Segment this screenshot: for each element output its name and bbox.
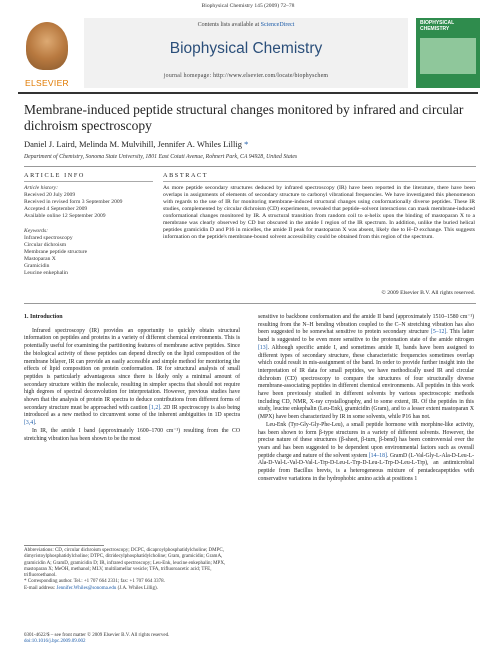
paragraph: sensitive to backbone conformation and the amide II band (approximately 1510–1580 cm⁻¹) resulting from the N–H bending vibration coupled to the C–N stretching vibration has also been suggested to be somewhat sensitive to protein secondary structure [5–12]. This latter band is suggested to be even more sensitive to the protonation state of the amide nitrogen [13]. Although specific amide I, and sometimes amide II, bands have been assigned to different types of secondary structure, these characteristic frequencies sometimes overlap which could result in mis-assignment of the band. In order to provide further insight into the interpretation of IR data for small peptides, we have methodically used IR and circular dichroism (CD) spectroscopy to compare the structures of four structurally diverse membrane-associating peptides in different chemical environments. All peptides in this work have been previously studied in different solvents by various spectroscopic methods including CD, NMR, X-ray crystallography, and to some extent, IR. Of the peptides in this study, leucine enkephalin (Leu-Enk), gramicidin (Gram), and to a lesser extent mastoparan X (MPX) have been characterized by IR in some solvents, while P16 has not. [258, 314, 474, 421]
divider [24, 181, 153, 182]
citation-link[interactable]: [13] [258, 344, 268, 351]
keyword-item: Mastoparan X [24, 256, 56, 262]
body-column-right [258, 314, 474, 483]
citation-link[interactable]: [5–12] [430, 329, 447, 336]
keywords-label: Keywords: [24, 228, 49, 234]
cover-image [420, 38, 476, 74]
citation-link[interactable]: [14–18] [368, 452, 387, 459]
elsevier-logo[interactable] [18, 18, 76, 88]
history-label: Article history: [24, 185, 59, 191]
contents-line [84, 22, 408, 28]
issn-line: 0301-4622/$ – see front matter © 2009 Elsevier B.V. All rights reserved. [24, 633, 170, 638]
email-footnote: E-mail address: Jennifer.Whiles@sonoma.edu (J.A. Whiles Lillig). [24, 585, 158, 591]
journal-title: Biophysical Chemistry [169, 40, 323, 57]
header-divider [18, 92, 478, 94]
history-item: Accepted 4 September 2009 [24, 206, 88, 212]
paragraph: Leu-Enk (Tyr-Gly-Gly-Phe-Leu), a small peptide hormone with morphine-like activity, has been shown to form β-type structures in a variety of different solvents. However, the precise nature of these structures (β-sheet, β-turn, β-bend) has been controversial over the years and has been suggested to be dependent upon environmental factors such as overall peptide charge and nature of the solvent system [14–18]. GramD (L-Val-Gly-L-Ala-D-Leu-L-Ala-D-Val-L-Val-D-Val-L-Trp-D-Leu-L-Trp-D-Leu-L-Trp-D-Leu-L-Trp), an antimicrobial peptide from Bacillus brevis, is a heterogeneous mixture of pentadecapeptides with conservative variations in the hydrophobic amino acids at positions 1 [258, 421, 475, 482]
affiliation: Department of Chemistry, Sonoma State University, 1801 East Cotati Avenue, Rohnert Park, CA 94928, United States [24, 154, 298, 160]
citation-link[interactable]: [3,4] [24, 420, 36, 427]
corresponding-author-mark[interactable]: * [244, 139, 249, 149]
divider [24, 303, 476, 304]
article-info-heading: ARTICLE INFO [24, 172, 85, 179]
corresponding-author-footnote: * Corresponding author. Tel.: +1 707 664 2331; fax: +1 707 664 3378. [24, 579, 165, 585]
homepage-url[interactable]: http://www.elsevier.com/locate/biophyschem [213, 73, 329, 79]
section-heading: 1. Introduction [24, 314, 63, 320]
keyword-item: Gramicidin [24, 263, 50, 269]
email-link[interactable]: Jennifer.Whiles@sonoma.edu [56, 585, 117, 591]
keyword-item: Circular dichroism [24, 242, 67, 248]
paragraph: Infrared spectroscopy (IR) provides an opportunity to quickly obtain structural information on peptides and proteins in a variety of different chemical environments. This is potentially useful for examining the partitioning features of membrane active peptides. Since the biological activity of these peptides can depend directly on the lipid composition of the membrane bilayer, IR can provide an easily accessible and simple method for monitoring the effects of lipid composition on protein conformation. IR for structural analysis of small peptides is particularly advantageous since there is likely only a minimal amount of secondary structure within the molecule, resulting in simpler spectra that should not require high degrees of spectral deconvolution for interpretation. However, previous studies have shown that the analysis of protein IR spectra to deduce contributions from different forms of secondary structure must be approached with caution [1,2]. 2D IR spectroscopy is also being introduced as a new method to circumvent some of the inherent ambiguities in 1D spectra [3,4]. [24, 327, 241, 427]
divider [163, 181, 476, 182]
abbreviations-footnote: Abbreviations: CD, circular dichroism spectroscopy; DCPC, dicaproylphosphatidylcholine; DMPC, dimyristoylphosphatidylcholine; DTPC, ditridecylphosphatidylcholine; Gram, gramicidin; GramA, gramicidin A; GramD, gramicidin D; IR, infrared spectroscopy; Leu-Enk, leucine enkephalin; MPX, mastoparan X; MeOH, methanol; MLV, multilamellar vesicle; TFA, trifluoroacetic acid; TFE, trifluoroethanol. [24, 548, 226, 579]
keywords [24, 228, 154, 277]
abstract-text: As more peptide secondary structures deduced by infrared spectroscopy (IR) have been reported in the literature, there have been overlaps in assignments of elements of secondary structure to carbonyl vibrational frequencies. We have investigated this phenomenon with regards to the use of IR for monitoring membrane-induced structural changes using conformationally diverse peptides. These IR studies, complemented by circular dichroism (CD) experiments, revealed that peptide–solvent interactions can mask membrane-induced conformational changes monitored by IR. A structural transition from random coil to α-helix upon the binding of mastoparan X to a membrane was clearly observed by CD but obscured in the amide I region of the IR spectrum. In addition, unlike the buried helical peptides gramicidin D and P16 in micelles, the amide II peak for mastoparan X was absent, likely due to H–D exchange. This suggests information on the peptide's membrane-bound solvent accessibility could be obtained from this region of the spectrum. [163, 185, 475, 241]
article-history [24, 185, 154, 220]
contents-prefix: Contents lists available at [197, 22, 260, 28]
authors: Daniel J. Laird, Melinda M. Mulvihill, Jennifer A. Whiles Lillig [24, 139, 242, 149]
divider [24, 166, 476, 167]
doi-link[interactable]: doi:10.1016/j.bpc.2009.09.002 [24, 639, 86, 645]
history-item: Available online 12 September 2009 [24, 213, 106, 219]
keyword-item: Leucine enkephalin [24, 270, 68, 276]
keyword-item: Membrane peptide structure [24, 249, 88, 255]
front-matter-footer [24, 633, 240, 646]
footnotes [24, 548, 240, 592]
paragraph: In IR, the amide I band (approximately 1600–1700 cm⁻¹) resulting from the CO stretching vibration has been shown to be the most [24, 427, 240, 442]
journal-header [18, 18, 480, 88]
journal-citation: Biophysical Chemistry 145 (2009) 72–78 [201, 3, 295, 9]
sciencedirect-link[interactable]: ScienceDirect [260, 22, 295, 28]
history-item: Received in revised form 3 September 2009 [24, 199, 123, 205]
keyword-item: Infrared spectroscopy [24, 235, 73, 241]
body-column-left [24, 314, 240, 443]
footnote-divider [24, 545, 104, 546]
copyright-notice: © 2009 Elsevier B.V. All rights reserved. [381, 290, 475, 296]
homepage-prefix: journal homepage: [163, 73, 212, 79]
journal-homepage [84, 73, 408, 79]
author-list [24, 139, 248, 149]
cover-title: BIOPHYSICAL CHEMISTRY [420, 20, 455, 32]
journal-cover-thumbnail[interactable] [416, 18, 480, 88]
elsevier-logo-text: ELSEVIER [25, 78, 69, 88]
abstract-heading: ABSTRACT [163, 172, 209, 179]
article-title: Membrane-induced peptide structural changes monitored by infrared and circular dichroism spectroscopy [24, 102, 464, 133]
citation-link[interactable]: [1,2] [149, 404, 161, 411]
history-item: Received 20 July 2009 [24, 192, 76, 198]
journal-banner [84, 18, 408, 88]
tree-icon [26, 22, 68, 70]
